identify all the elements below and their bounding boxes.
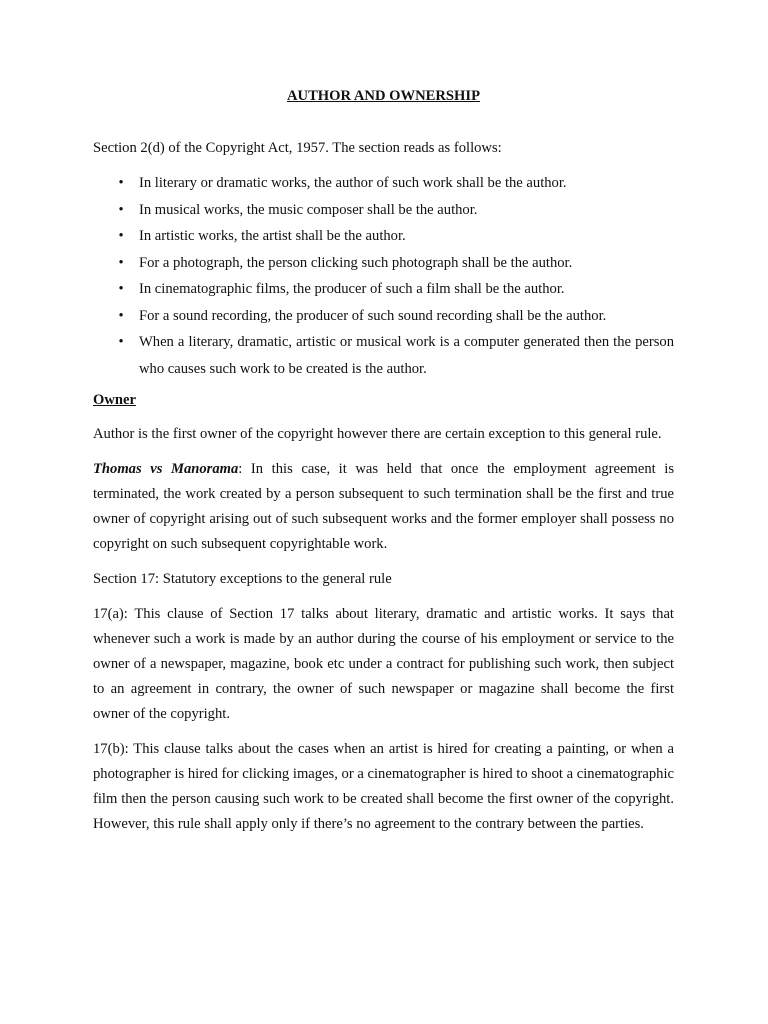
document-page xyxy=(93,84,674,847)
list-item: • When a literary, dramatic, artistic or musical work is a computer generated then the person who causes such work to be created is the author. xyxy=(93,329,674,382)
owner-paragraph: Author is the first owner of the copyright however there are certain exception to this general rule. xyxy=(93,426,662,442)
list-item: • For a sound recording, the producer of such sound recording shall be the author. xyxy=(93,303,674,330)
list-item: • For a photograph, the person clicking such photograph shall be the author. xyxy=(93,250,674,277)
bullet-icon: • xyxy=(118,307,124,324)
list-item: • In musical works, the music composer shall be the author. xyxy=(93,197,674,224)
bullet-icon: • xyxy=(118,201,124,218)
intro-paragraph: Section 2(d) of the Copyright Act, 1957. The section reads as follows: xyxy=(93,140,502,156)
owner-heading: Owner xyxy=(93,392,136,408)
bullet-icon: • xyxy=(118,254,124,271)
document-title: AUTHOR AND OWNERSHIP xyxy=(287,88,480,104)
bullet-icon: • xyxy=(118,175,124,191)
section17b-paragraph: 17(b): This clause talks about the cases when an artist is hired for creating a painting, or when a photographer is hired for clicking images, or a cinematographer is hired to shoot a cinematographic film then the person causing such work to be created shall become the first owner of the copyright. However, this rule shall apply only if there’s no agreement to the contrary between the parties. xyxy=(93,741,674,832)
list-item: • In literary or dramatic works, the author of such work shall be the author. xyxy=(93,170,674,197)
section17a-paragraph: 17(a): This clause of Section 17 talks about literary, dramatic and artistic works. It says that whenever such a work is made by an author during the course of his employment or service to the owner of a newspaper, magazine, book etc under a contract for publishing such work, then subject to an agreement in contrary, the owner of such newspaper or magazine shall become the first owner of the copyright. xyxy=(93,606,674,722)
section17-heading: Section 17: Statutory exceptions to the general rule xyxy=(93,571,392,587)
case-name: Thomas vs Manorama xyxy=(93,461,239,477)
case-text: : In this case, it was held that once the employment agreement is terminated, the work created by a person subsequent to such termination shall be the first and true owner of copyright arising out of such subsequent works and the former employer shall possess no copyright on such subsequent copyrightable work. xyxy=(93,461,674,552)
list-item: • In artistic works, the artist shall be the author. xyxy=(93,223,674,250)
bullet-icon: • xyxy=(118,334,124,350)
bullet-icon: • xyxy=(118,228,124,244)
list-item: • In cinematographic films, the producer of such a film shall be the author. xyxy=(93,276,674,303)
bullet-icon: • xyxy=(118,281,124,297)
authorship-list xyxy=(93,170,674,382)
case-paragraph xyxy=(93,457,674,557)
